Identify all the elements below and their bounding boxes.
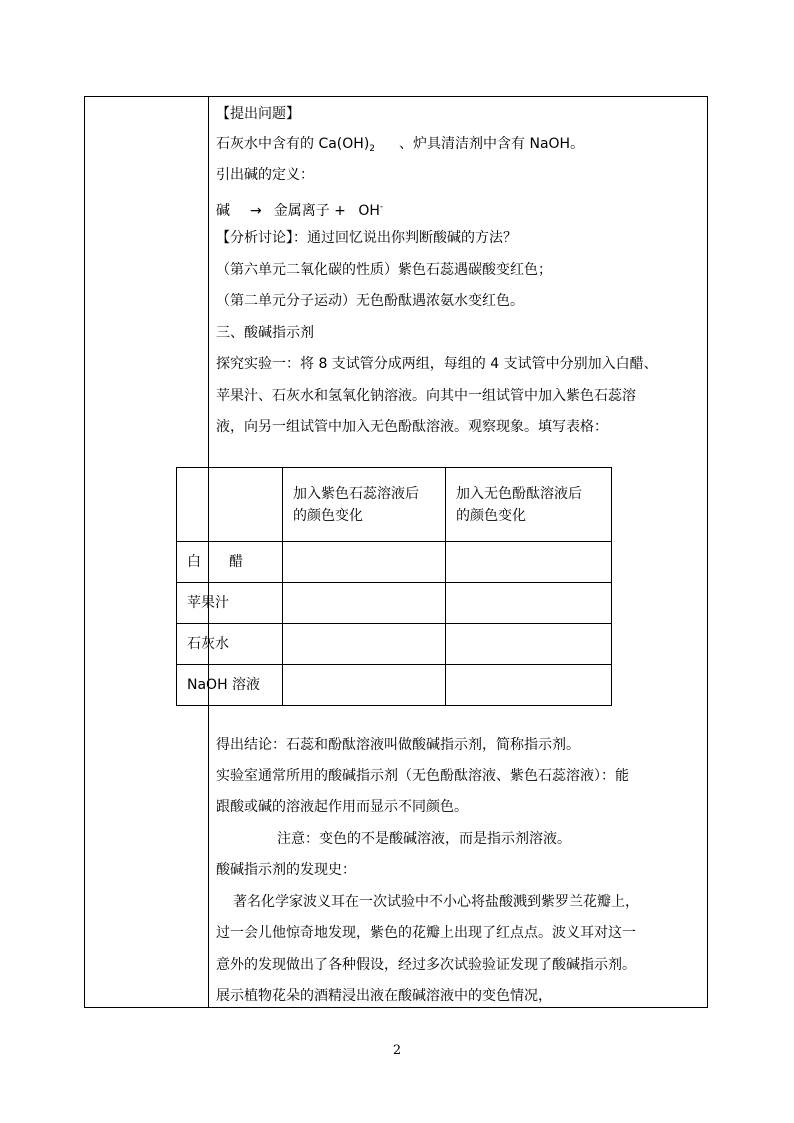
litmus-cell: [283, 624, 446, 665]
definition-part2: OH: [358, 203, 380, 219]
section-heading: 【提出问题】: [216, 106, 300, 122]
row-label: 石灰水: [177, 624, 283, 665]
definition-label: 引出碱的定义：: [216, 167, 314, 183]
table-row: [177, 624, 612, 665]
litmus-header-line-2: 的颜色变化: [293, 507, 363, 524]
page-number: 2: [392, 1043, 402, 1058]
litmus-cell: [283, 583, 446, 624]
litmus-cell: [283, 542, 446, 583]
definition-term: 碱: [216, 203, 230, 219]
history-line-2: 过一会儿他惊奇地发现，紫色的花瓣上出现了红点点。波义耳对这一: [216, 925, 636, 941]
table-row: [177, 542, 612, 583]
arrow-icon: →: [250, 203, 262, 219]
intro-text-a: 石灰水中含有的 Ca(OH): [216, 136, 370, 152]
history-line-1: 著名化学家波义耳在一次试验中不小心将盐酸溅到紫罗兰花瓣上，: [233, 894, 639, 910]
definition-superscript: -: [379, 202, 384, 212]
row-label: 白 醋: [177, 542, 283, 583]
phenol-header-line-2: 的颜色变化: [456, 507, 526, 524]
intro-subscript: 2: [369, 144, 376, 154]
table-header-litmus: [283, 468, 446, 542]
indicator-table: [176, 467, 612, 706]
litmus-cell: [283, 665, 446, 706]
lab-line-1: 实验室通常所用的酸碱指示剂（无色酚酞溶液、紫色石蕊溶液）：能: [216, 768, 629, 784]
table-header-phenol: [446, 468, 612, 542]
row-label: NaOH 溶液: [177, 665, 283, 706]
intro-line: [216, 135, 584, 158]
phenol-cell: [446, 542, 612, 583]
definition-part1: 金属离子 +: [273, 203, 346, 219]
section-three-heading: 三、酸碱指示剂: [216, 325, 314, 341]
discussion-heading: 【分析讨论】: [216, 230, 293, 246]
table-row: [177, 665, 612, 706]
row-label: 苹果汁: [177, 583, 283, 624]
recall-line-2: （第二单元分子运动）无色酚酞遇浓氨水变红色。: [216, 293, 524, 309]
table-header-row: [177, 468, 612, 542]
table-row: [177, 583, 612, 624]
table-corner-cell: [177, 468, 283, 542]
history-line-3: 意外的发现做出了各种假设，经过多次试验验证发现了酸碱指示剂。: [216, 957, 636, 973]
intro-text-b: 、炉具清洁剂中含有 NaOH。: [399, 136, 585, 152]
history-line-4: 展示植物花朵的酒精浸出液在酸碱溶液中的变色情况，: [216, 988, 552, 1004]
experiment-line-1: 探究实验一：将 8 支试管分成两组，每组的 4 支试管中分别加入白醋、: [216, 356, 658, 372]
conclusion-line: 得出结论：石蕊和酚酞溶液叫做酸碱指示剂，简称指示剂。: [216, 737, 580, 753]
note-line: 注意：变色的不是酸碱溶液，而是指示剂溶液。: [277, 831, 571, 847]
discussion-line: [216, 229, 517, 247]
discussion-text: ：通过回忆说出你判断酸碱的方法？: [293, 230, 517, 246]
recall-line-1: （第六单元二氧化碳的性质）紫色石蕊遇碳酸变红色；: [216, 262, 552, 278]
history-heading: 酸碱指示剂的发现史：: [216, 862, 356, 878]
phenol-header-line-1: 加入无色酚酞溶液后: [456, 485, 582, 502]
lab-line-2: 跟酸或碱的溶液起作用而显示不同颜色。: [216, 799, 468, 815]
phenol-cell: [446, 624, 612, 665]
experiment-line-2: 苹果汁、石灰水和氢氧化钠溶液。向其中一组试管中加入紫色石蕊溶: [216, 388, 636, 404]
definition-line: [216, 198, 383, 220]
experiment-line-3: 液，向另一组试管中加入无色酚酞溶液。观察现象。填写表格：: [216, 419, 608, 435]
phenol-cell: [446, 665, 612, 706]
phenol-cell: [446, 583, 612, 624]
litmus-header-line-1: 加入紫色石蕊溶液后: [293, 485, 419, 502]
